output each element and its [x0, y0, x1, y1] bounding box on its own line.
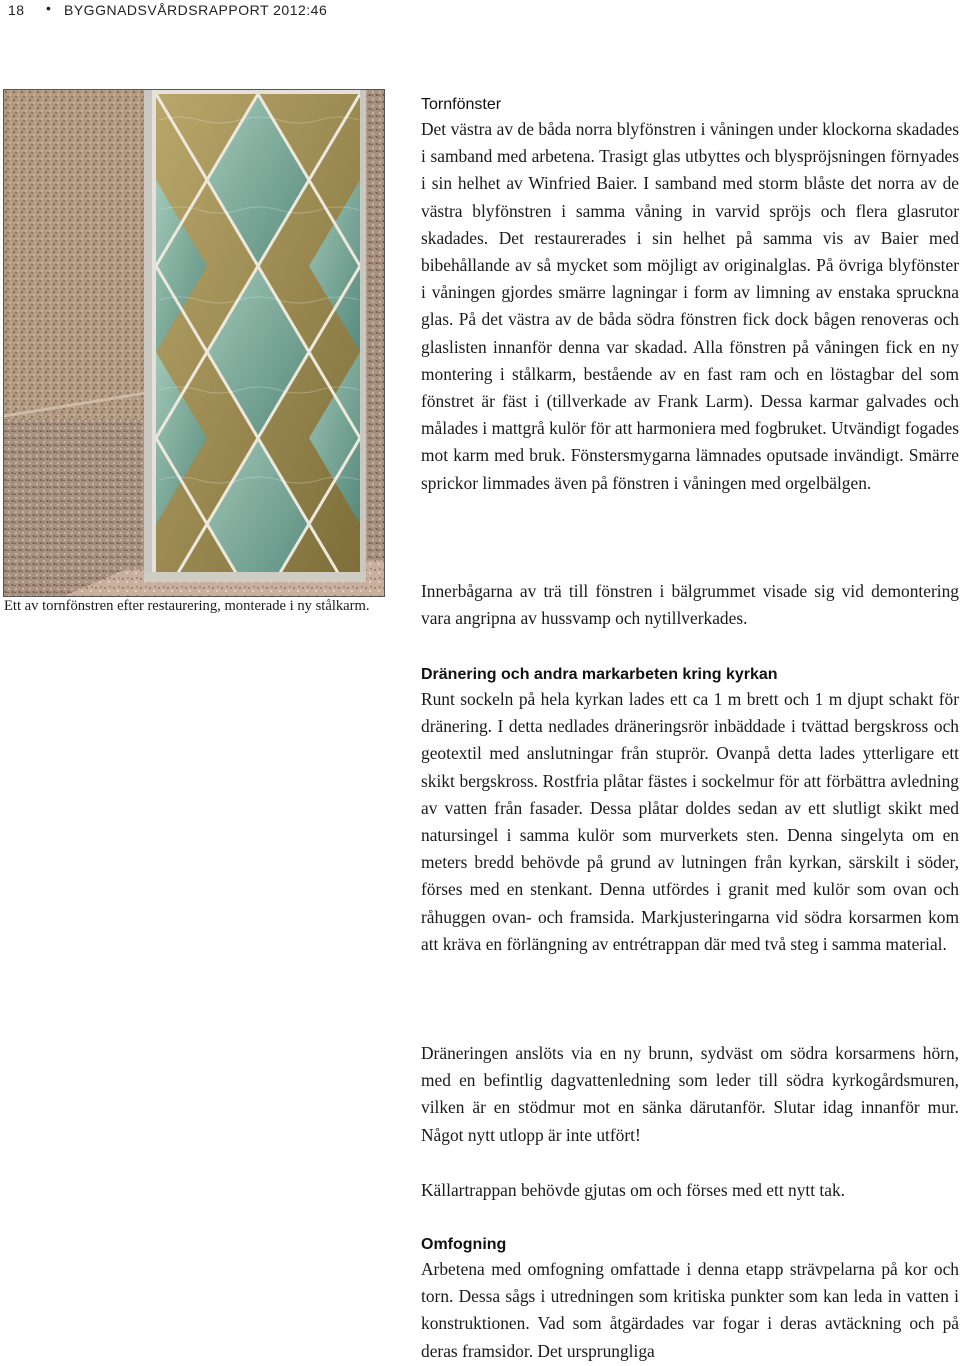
running-title: BYGGNADSVÅRDSRAPPORT 2012:46: [64, 2, 328, 18]
header-bullet: •: [46, 0, 52, 16]
section-dranering-cont2: [421, 1177, 959, 1204]
heading-omfogning: Omfogning: [421, 1236, 507, 1253]
paragraph: Dräneringen anslöts via en ny brunn, sydväst om södra korsarmens hörn, med en befintlig dagvattenledning som leder till södra kyrkogårdsmuren, vilken är en stödmur mot en sänka därutanför. Slutar idag innanför mur. Något nytt utlopp är inte utfört!: [421, 1043, 959, 1145]
paragraph: Det västra av de båda norra blyfönstren i våningen under klockorna skadades i samband med arbetena. Trasigt glas utbyttes och blyspröjsningen förnyades i sin helhet av Winfried Baier. I samband med storm blåste det norra av de västra blyfönstren i samma våning in varvid spröjs och flera glasrutor skadades. Det restaurerades i sin helhet på samma vis av Baier med bibehållande av så mycket som möjligt av originalglas. På övriga blyfönster i våningen gjordes smärre lagningar i form av limning av enstaka spruckna glas. På det västra av de båda södra fönstren fick dock bågen renoveras och glaslisten innanför denna var skadad. Alla fönstren på våningen fick en ny montering i stålkarm, bestående av en fast ram och en löstagbar del som fönstret är fäst i (tillverkade av Frank Larm). Dessa karmar galvades och målades i mattgrå kulör för att harmoniera med fogbruket. Utvändigt fogades mot karm med bruk. Fönstersmygarna lämnades oputsade invändigt. Smärre sprickor limmades även på fönstren i våningen med orgelbälgen.: [421, 119, 959, 493]
paragraph: Källartrappan behövde gjutas om och förses med ett nytt tak.: [421, 1180, 846, 1200]
paragraph: Arbetena med omfogning omfattade i denna etapp strävpelarna på kor och torn. Dessa sågs i utredningen som kritiska punkter som kan leda in vatten i konstruktionen. Vad som åtgärdades var fogar i deras avtäckning och på deras framsidor. Det ursprungliga: [421, 1259, 959, 1361]
section-tornfonster-cont: [421, 578, 959, 632]
paragraph: Innerbågarna av trä till fönstren i bälgrummet visade sig vid demontering vara angripna av hussvamp och nytillverkades.: [421, 581, 959, 629]
section-dranering: [421, 664, 959, 958]
heading-dranering: Dränering och andra markarbeten kring kyrkan: [421, 666, 778, 683]
stained-glass-window-illustration: [4, 90, 384, 596]
running-header: [0, 0, 960, 22]
section-omfogning: [421, 1234, 959, 1365]
section-tornfonster: [421, 94, 959, 497]
section-dranering-cont: [421, 1040, 959, 1149]
heading-tornfonster: Tornfönster: [421, 96, 502, 113]
page-number: 18: [8, 2, 25, 18]
figure-caption: Ett av tornfönstren efter restaurering, monterade i ny stålkarm.: [4, 598, 370, 614]
paragraph: Runt sockeln på hela kyrkan lades ett ca 1 m brett och 1 m djupt schakt för dränering. I detta nedlades dräneringsrör inbäddade i tvättad bergskross och geotextil med anslutningar från stuprör. Ovanpå detta lades ytterligare ett skikt bergskross. Rostfria plåtar fästes i sockelmur för att förbättra avledning av vatten från fasader. Dessa plåtar doldes sedan av ett slutligt skikt med natursingel i samma kulör som murverkets sten. Denna singelyta om en meters bredd behövde på grund av lutningen från kyrkan, särskilt i söder, förses med en stenkant. Denna utfördes i granit med kulör som ovan och råhuggen ovan- och framsida. Markjusteringarna vid södra korsarmen kom att kräva en förlängning av entrétrappan där med två steg i samma material.: [421, 689, 959, 954]
window-photo: [3, 89, 385, 597]
